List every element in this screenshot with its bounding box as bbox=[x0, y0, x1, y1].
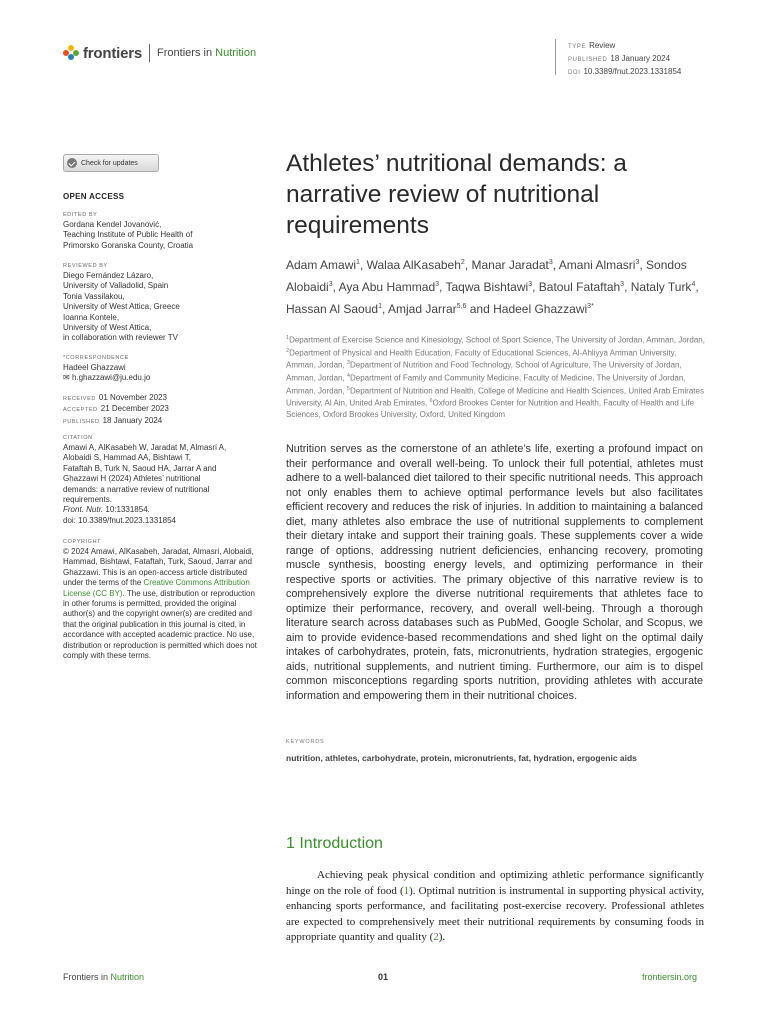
brand-name: frontiers bbox=[83, 44, 143, 62]
correspondence: *CORRESPONDENCE Hadeel Ghazzawi ✉ h.ghazzawi@ju.edu.jo bbox=[63, 354, 258, 384]
citation: CITATION Amawi A, AlKasabeh W, Jaradat M, Almasri A, Alobaidi S, Hammad AA, Bishtawi T, Fataftah B, Turk N, Saoud HA, Jarrar A and Ghazzawi H (2024) Athletes’ nutritional demands: a narrative review of nutritional requirements. Front. Nutr. 10:1331854. doi: 10.3389/fnut.2023.1331854 bbox=[63, 434, 258, 526]
reference-link-2[interactable]: 2 bbox=[433, 931, 439, 943]
author-affil-sup: 5,6 bbox=[456, 303, 467, 310]
affil-sup: 2 bbox=[286, 347, 290, 354]
author-name[interactable]: Aya Abu Hammad bbox=[338, 280, 436, 294]
author-name[interactable]: Batoul Fataftah bbox=[538, 280, 621, 294]
author-affil-sup: 3 bbox=[635, 259, 640, 266]
affiliation: Department of Exercise Science and Kinesiology, School of Sport Science, The University of Jordan, Amman, Jordan, bbox=[289, 335, 705, 345]
keywords-label: KEYWORDS bbox=[286, 739, 325, 745]
reviewed-by: REVIEWED BY Diego Fernández Lázaro, University of Valladolid, Spain Tonia Vassilakou, University of West Attica, Greece Ioanna Kontele, University of West Attica, in collaboration with reviewer TV bbox=[63, 263, 180, 343]
affil-sup: 3 bbox=[346, 360, 350, 367]
affil-sup: 1 bbox=[286, 335, 290, 341]
affil-sup: 5 bbox=[346, 385, 350, 392]
author-name[interactable]: Manar Jaradat bbox=[471, 258, 549, 272]
author-name[interactable]: Hassan Al Saoud bbox=[286, 302, 379, 316]
author-affil-sup: 2 bbox=[460, 259, 465, 266]
reference-link-1[interactable]: 1 bbox=[403, 884, 410, 897]
author-name[interactable]: Taqwa Bishtawi bbox=[445, 280, 529, 294]
author-affil-sup: 1 bbox=[356, 259, 360, 266]
footer-site-link[interactable]: frontiersin.org bbox=[642, 972, 698, 982]
envelope-icon: ✉ bbox=[63, 373, 70, 383]
citation-doi[interactable]: doi: 10.3389/fnut.2023.1331854 bbox=[63, 515, 176, 525]
affiliation: Department of Physical and Health Education, Faculty of Educational Sciences, Al-Ahliyya Amman University, Amman, Jordan, bbox=[286, 348, 677, 370]
affiliation: Department of Nutrition and Health, College of Medicine and Health Sciences, United Arab Emirates University, Al Ain, United Arab Emirates, bbox=[286, 386, 704, 408]
affiliation: Oxford Brookes Center for Nutrition and Health, Faculty of Health and Life Sciences, Oxford Brookes University, Oxford, United Kingdom bbox=[286, 398, 694, 419]
author-affil-sup: 3* bbox=[587, 303, 594, 310]
affil-sup: 4 bbox=[346, 372, 350, 379]
author-name[interactable]: Hadeel Ghazzawi bbox=[493, 302, 588, 316]
abstract: Nutrition serves as the cornerstone of an athlete’s life, exerting a profound impact on their performance and overall well-being. To unlock their full potential, athletes must adhere to a well-balanced diet tailored to their specific nutritional needs. This approach not only enables them to achieve optimal performance levels but also facilitates efficient recovery and reduces the risk of injuries. In addition to maintaining a balanced diet, many athletes also embrace the use of nutritional supplements to complement their dietary intake and support their training goals. These supplements cover a wide range of options, addressing nutrient deficiencies, enhancing recovery, promoting muscle synthesis, boosting energy levels, and optimizing performance in their respective sports or activities. The primary objective of this narrative review is to comprehensively explore the diverse nutritional requirements that athletes face to optimize their performance, recovery, and overall well-being. Through a thorough literature search across databases such as PubMed, Google Scholar, and Scopus, we aim to provide evidence-based recommendations and shed light on the optimal daily intakes of carbohydrates, protein, fats, micronutrients, hydration strategies, ergogenic aids, nutritional supplements, and nutrient timing. Furthermore, our aim is to dispel common misconceptions regarding sports nutrition, providing athletes with accurate information and empowering them in their nutritional choices. bbox=[286, 443, 703, 702]
meta-divider bbox=[555, 39, 556, 75]
doi-link[interactable]: 10.3389/fnut.2023.1331854 bbox=[583, 67, 682, 76]
copyright: COPYRIGHT © 2024 Amawi, AlKasabeh, Jaradat, Almasri, Alobaidi, Hammad, Bishtawi, Fataftah, Turk, Saoud, Jarrar and Ghazzawi. This is an open-access article distributed under the terms of the Creative Commons Attribution License (CC BY). The use, distribution or reproduction in other forums is permitted, provided the original author(s) and the copyright owner(s) are credited and that the original publication in this journal is cited, in accordance with accepted academic practice. No use, distribution or reproduction is permitted which does not comply with these terms. bbox=[63, 539, 257, 661]
frontiers-logo-icon bbox=[63, 45, 79, 61]
affiliation: Department of Family and Community Medicine, Faculty of Medicine, The University of Jordan, Amman, Jordan, bbox=[286, 373, 686, 396]
journal-title: Frontiers in Nutrition bbox=[157, 47, 257, 59]
check-for-updates-button[interactable]: Check for updates bbox=[63, 154, 159, 172]
check-icon bbox=[67, 158, 77, 168]
keywords: nutrition, athletes, carbohydrate, protein, micronutrients, fat, hydration, ergogenic aids bbox=[286, 753, 637, 763]
open-access-label: OPEN ACCESS bbox=[63, 192, 125, 201]
edited-by: EDITED BY Gordana Kendel Jovanović, Teaching Institute of Public Health of Primorsko Goranska County, Croatia bbox=[63, 212, 194, 250]
author-name[interactable]: Amjad Jarrar bbox=[387, 302, 457, 316]
license-link[interactable]: Creative Commons Attribution License (CC BY) bbox=[63, 578, 250, 598]
footer-journal: Frontiers in Nutrition bbox=[63, 972, 145, 982]
author-affil-sup: 1 bbox=[378, 303, 382, 310]
author-name[interactable]: Adam Amawi bbox=[286, 258, 357, 272]
published-date: 18 January 2024 bbox=[610, 54, 671, 63]
logo-divider bbox=[149, 44, 150, 62]
section-heading: 1 Introduction bbox=[286, 835, 383, 852]
author-affil-sup: 4 bbox=[691, 281, 696, 288]
article-title: Athletes’ nutritional demands: a narrative review of nutritional requirements bbox=[286, 150, 627, 239]
article-meta: TYPE Review PUBLISHED 18 January 2024 DOI 10.3389/fnut.2023.1331854 bbox=[568, 41, 682, 76]
author-affil-sup: 3 bbox=[435, 281, 440, 288]
affil-sup: 6 bbox=[429, 398, 433, 405]
author-name[interactable]: Amani Almasri bbox=[558, 258, 636, 272]
page-number: 01 bbox=[378, 972, 389, 982]
affiliations bbox=[286, 333, 706, 420]
author-affil-sup: 3 bbox=[328, 281, 333, 288]
author-name[interactable]: Walaa AlKasabeh bbox=[366, 258, 461, 272]
author-affil-sup: 3 bbox=[548, 259, 553, 266]
affiliation: Department of Nutrition and Food Technology, School of Agriculture, The University of Jordan, Amman, Jordan, bbox=[286, 360, 682, 383]
article-type: Review bbox=[589, 41, 616, 50]
email-link[interactable]: ✉ h.ghazzawi@ju.edu.jo bbox=[63, 373, 151, 383]
author-affil-sup: 3 bbox=[528, 281, 533, 288]
intro-paragraph: Achieving peak physical condition and optimizing athletic performance significantly hinge on the role of food (1). Optimal nutrition is instrumental in supporting physical activity, enhancing sports performance, and facilitating post-exercise recovery. Professional athletes are expected to comprehensively meet their nutritional requirements by consuming foods in appropriate quantity and quality (2). bbox=[286, 869, 704, 943]
author-name[interactable]: Sondos Alobaidi bbox=[286, 258, 687, 294]
journal-logo[interactable] bbox=[63, 43, 256, 63]
author-affil-sup: 3 bbox=[620, 281, 625, 288]
dates: RECEIVED 01 November 2023 ACCEPTED 21 December 2023 PUBLISHED 18 January 2024 bbox=[63, 393, 169, 425]
author-name[interactable]: Nataly Turk bbox=[630, 280, 692, 294]
author-list: Adam Amawi$^1$, Walaa AlKasabeh$^2$, Manar Jaradat$^3$, Amani Almasri$^3$, Sondos Alobaidi$^3$, Aya Abu Hammad$^3$, Taqwa Bishtawi$^3$, Batoul Fataftah$^3$, Nataly Turk$^4$, Hassan Al Saoud$^1$, Amjad Jarrar$^{5,6}$ and Hadeel Ghazzawi$^{3*}$ bbox=[286, 258, 699, 316]
